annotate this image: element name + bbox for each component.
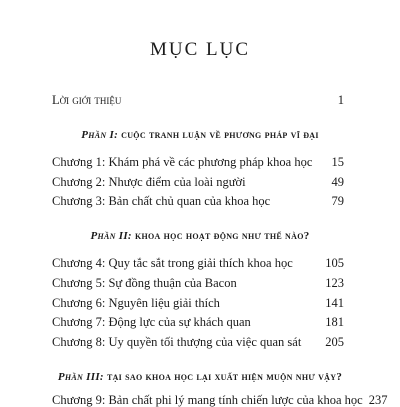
part-heading-2 — [0, 230, 400, 243]
part-title: tại sao khoa học lại xuất hiện muộn như vậy? — [106, 371, 343, 383]
toc-entry-label: Chương 4: Quy tắc sắt trong giải thích khoa học — [52, 256, 293, 270]
toc-entry-chapter-9[interactable] — [52, 393, 388, 407]
toc-entry-label: Lời giới thiệu — [52, 93, 122, 107]
toc-entry-label: Chương 9: Bản chất phi lý mang tính chiến lược của khoa học — [52, 393, 363, 407]
toc-entry-page: 15 — [331, 155, 344, 169]
part-heading-1 — [0, 129, 400, 142]
toc-entry-chapter-6[interactable] — [52, 296, 344, 310]
toc-entry-page: 123 — [325, 276, 344, 290]
toc-entry-chapter-1[interactable] — [52, 155, 344, 169]
toc-entry-page: 237 — [368, 393, 388, 407]
toc-entry-chapter-3[interactable] — [52, 194, 344, 208]
toc-entry-label: Chương 5: Sự đồng thuận của Bacon — [52, 276, 237, 290]
toc-entry-label: Chương 7: Động lực của sự khách quan — [52, 315, 251, 329]
page-title: MỤC LỤC — [149, 39, 251, 60]
toc-entry-chapter-4[interactable] — [52, 256, 344, 270]
toc-entry-chapter-2[interactable] — [52, 175, 344, 189]
toc-entry-label: Chương 6: Nguyên liệu giải thích — [52, 296, 220, 310]
toc-entry-intro[interactable] — [52, 93, 344, 107]
part-label: Phần III: — [57, 371, 104, 383]
toc-entry-page: 49 — [331, 175, 344, 189]
toc-entry-chapter-7[interactable] — [52, 315, 344, 329]
part-label: Phần I: — [81, 129, 119, 141]
toc-entry-page: 181 — [325, 315, 344, 329]
toc-entry-label: Chương 3: Bản chất chủ quan của khoa học — [52, 194, 271, 208]
part-title: cuộc tranh luận về phương pháp vĩ đại — [121, 129, 319, 141]
toc-entry-page: 1 — [337, 93, 344, 107]
toc-entry-page: 205 — [325, 335, 344, 349]
part-title: khoa học hoạt động như thế nào? — [134, 230, 310, 242]
toc-entry-label: Chương 8: Uy quyền tối thượng của việc quan sát — [52, 335, 302, 349]
toc-entry-page: 141 — [325, 296, 344, 310]
toc-entry-label: Chương 2: Nhược điểm của loài người — [52, 175, 246, 189]
part-label: Phần II: — [90, 230, 132, 242]
part-heading-3 — [0, 371, 400, 384]
toc-entry-page: 105 — [325, 256, 344, 270]
toc-entry-chapter-5[interactable] — [52, 276, 344, 290]
toc-entry-page: 79 — [331, 194, 344, 208]
toc-entry-chapter-8[interactable] — [52, 335, 344, 349]
toc-entry-label: Chương 1: Khám phá về các phương pháp khoa học — [52, 155, 313, 169]
